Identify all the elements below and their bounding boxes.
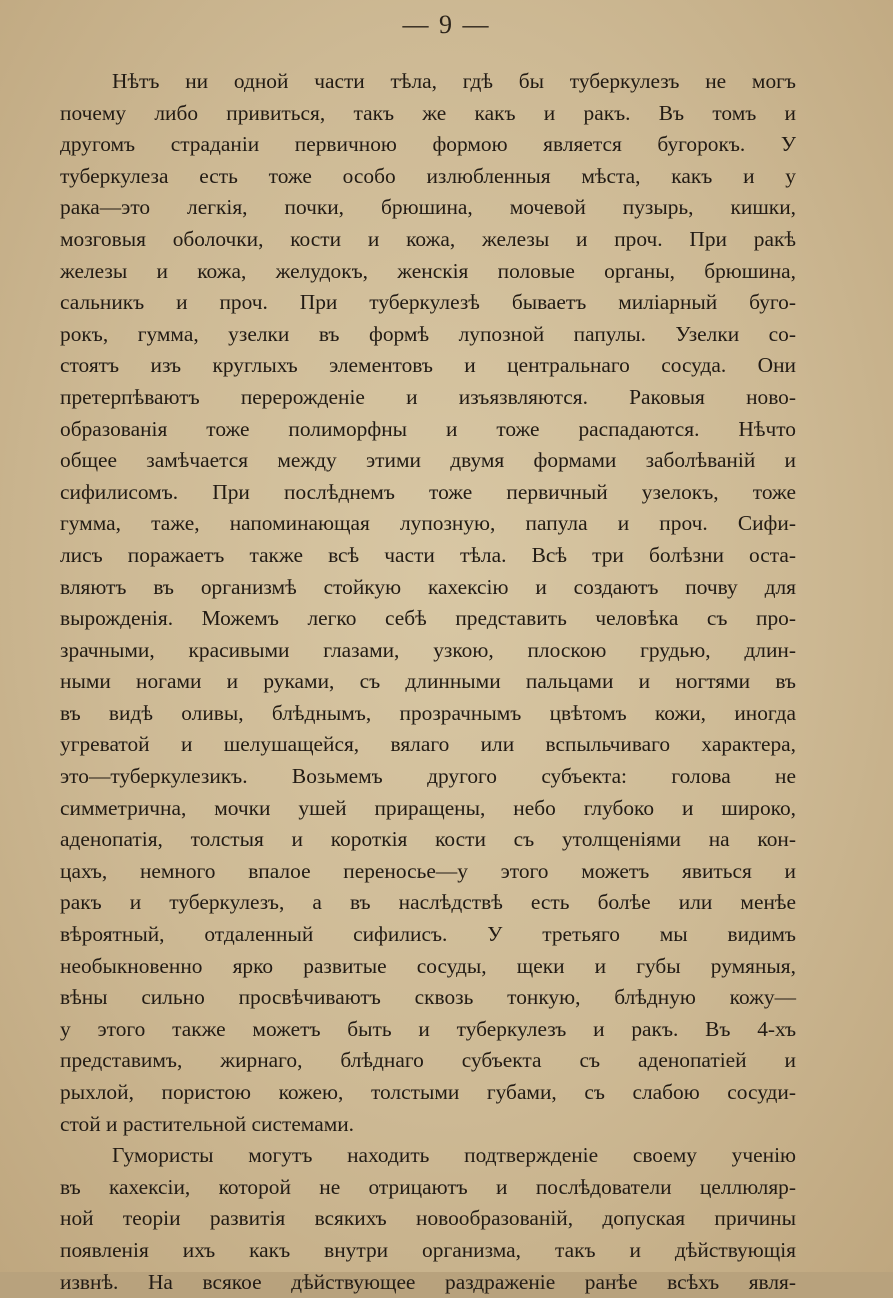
text-line: цахъ, немного впалое переносье—у этого можетъ явиться и bbox=[60, 858, 796, 883]
text-line: стоятъ изъ круглыхъ элементовъ и центральнаго сосуда. Они bbox=[60, 353, 796, 378]
text-line: ракъ и туберкулезъ, а въ наслѣдствѣ есть болѣе или менѣе bbox=[60, 890, 796, 915]
text-line: туберкулеза есть тоже особо излюбленныя мѣста, какъ и у bbox=[60, 163, 796, 188]
text-line: ной теорiи развитiя всякихъ новообразованiй, допуская причины bbox=[60, 1206, 796, 1231]
text-line: почему либо привиться, такъ же какъ и ракъ. Въ томъ и bbox=[60, 100, 796, 125]
text-line: представимъ, жирнаго, блѣднаго субъекта съ аденопатiей и bbox=[60, 1048, 796, 1073]
text-line: симметрична, мочки ушей приращены, небо глубоко и широко, bbox=[60, 795, 796, 820]
text-line: въ видѣ оливы, блѣднымъ, прозрачнымъ цвѣтомъ кожи, иногда bbox=[60, 700, 796, 725]
text-line: другомъ страданiи первичною формою является бугорокъ. У bbox=[60, 132, 796, 157]
text-line: угреватой и шелушащейся, вялаго или вспыльчиваго характера, bbox=[60, 732, 796, 757]
text-line: вырожденiя. Можемъ легко себѣ представить человѣка съ про- bbox=[60, 606, 796, 631]
text-line: гумма, таже, напоминающая лупозную, папула и проч. Сифи- bbox=[60, 511, 796, 536]
text-line: рокъ, гумма, узелки въ формѣ лупозной папулы. Узелки со- bbox=[60, 321, 796, 346]
text-line: образованiя тоже полиморфны и тоже распадаются. Нѣчто bbox=[60, 416, 796, 441]
text-line: лисъ поражаетъ также всѣ части тѣла. Всѣ три болѣзни оста- bbox=[60, 542, 796, 567]
text-line: зрачными, красивыми глазами, узкою, плоскою грудью, длин- bbox=[60, 637, 796, 662]
text-line: извнѣ. На всякое дѣйствующее раздраженiе ранѣе всѣхъ явля- bbox=[60, 1269, 796, 1294]
text-line: ными ногами и руками, съ длинными пальцами и ногтями въ bbox=[60, 669, 796, 694]
body-text bbox=[60, 66, 796, 1298]
text-line: у этого также можетъ быть и туберкулезъ и ракъ. Въ 4-хъ bbox=[60, 1016, 796, 1041]
page-number: — 9 — bbox=[402, 10, 491, 39]
text-line: вляютъ въ организмѣ стойкую кахексiю и создаютъ почву для bbox=[60, 574, 796, 599]
text-line: стой и растительной системами. bbox=[60, 1111, 355, 1136]
text-line: рака—это легкiя, почки, брюшина, мочевой пузырь, кишки, bbox=[60, 195, 796, 220]
text-line: появленiя ихъ какъ внутри организма, такъ и дѣйствующiя bbox=[60, 1237, 796, 1262]
text-line: Нѣтъ ни одной части тѣла, гдѣ бы туберкулезъ не могъ bbox=[112, 69, 796, 93]
text-line: въ кахексiи, которой не отрицаютъ и послѣдователи целлюляр- bbox=[60, 1174, 796, 1199]
text-line: железы и кожа, желудокъ, женскiя половые органы, брюшина, bbox=[60, 258, 796, 283]
text-line: претерпѣваютъ перерожденiе и изъязвляются. Раковыя ново- bbox=[60, 384, 796, 409]
text-line: это—туберкулезикъ. Возьмемъ другого субъекта: голова не bbox=[60, 764, 796, 789]
text-line: рыхлой, пористою кожею, толстыми губами, съ слабою сосуди- bbox=[60, 1080, 796, 1104]
text-line: вѣны сильно просвѣчиваютъ сквозь тонкую, блѣдную кожу— bbox=[60, 985, 796, 1010]
text-line: общее замѣчается между этими двумя формами заболѣванiй и bbox=[60, 448, 796, 473]
text-line: вѣроятный, отдаленный сифилисъ. У третьяго мы видимъ bbox=[60, 922, 796, 947]
text-line: сальникъ и проч. При туберкулезѣ бываетъ милiарный буго- bbox=[60, 290, 796, 315]
text-line: необыкновенно ярко развитые сосуды, щеки и губы румяныя, bbox=[60, 953, 796, 978]
text-line: мозговыя оболочки, кости и кожа, железы и проч. При ракѣ bbox=[60, 226, 796, 251]
text-line: Гумористы могутъ находить подтвержденiе своему ученiю bbox=[112, 1143, 796, 1168]
text-line: аденопатiя, толстыя и короткiя кости съ утолщенiями на кон- bbox=[60, 827, 796, 852]
text-line: сифилисомъ. При послѣднемъ тоже первичный узелокъ, тоже bbox=[60, 479, 796, 504]
